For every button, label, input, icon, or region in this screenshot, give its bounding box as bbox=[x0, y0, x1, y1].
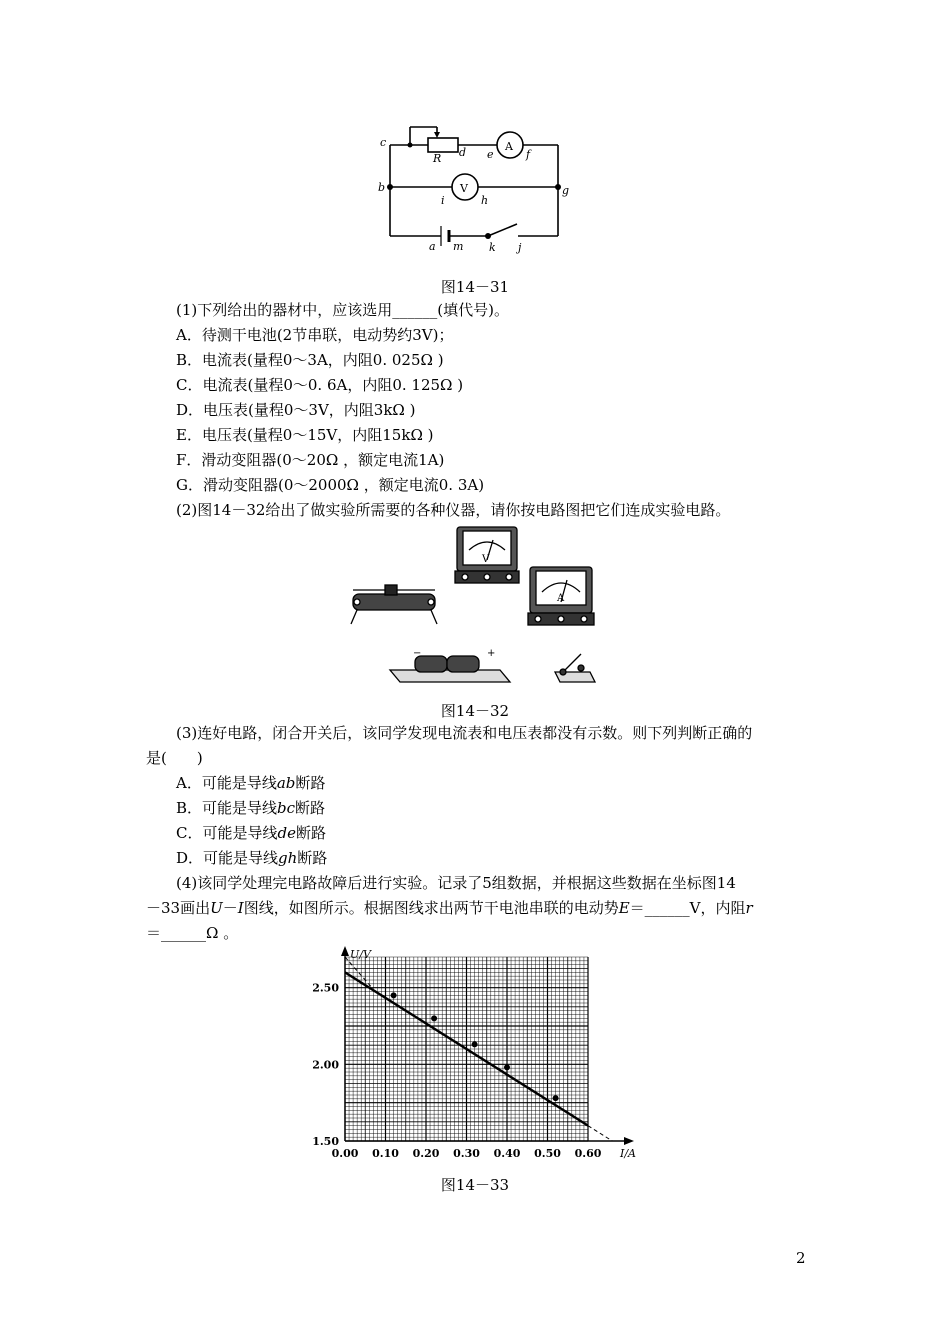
label-f: f bbox=[526, 148, 531, 161]
label-b: b bbox=[378, 181, 386, 194]
figure-caption-14-31: 图14－31 bbox=[440, 278, 510, 296]
data-point bbox=[472, 1041, 478, 1047]
figure-caption-14-33: 图14－33 bbox=[440, 1176, 510, 1194]
q4-symbol-u: U bbox=[210, 899, 223, 917]
battery-minus: − bbox=[413, 648, 422, 659]
q4-line1: (4)该同学处理完电路故障后进行实验。记录了5组数据，并根据这些数据在坐标图14 bbox=[176, 874, 736, 892]
q4-line2 bbox=[146, 898, 753, 918]
q3-option-a bbox=[176, 773, 325, 793]
q4-line2-b: － bbox=[222, 899, 238, 917]
q1-option-c: C．电流表(量程0～0. 6A，内阻0. 125Ω ) bbox=[176, 376, 464, 394]
q1-option-b: B．电流表(量程0～3A，内阻0. 025Ω ) bbox=[176, 351, 444, 369]
q4-line3: ＝______Ω 。 bbox=[146, 924, 239, 942]
instruments-figure bbox=[345, 522, 610, 692]
q3-option-a-prefix: A．可能是导线 bbox=[176, 774, 277, 792]
q3-stem-line1: (3)连好电路，闭合开关后，该同学发现电流表和电压表都没有示数。则下列判断正确的 bbox=[176, 724, 753, 742]
q3-option-c-prefix: C．可能是导线 bbox=[176, 824, 278, 842]
page-number: 2 bbox=[796, 1249, 806, 1267]
data-point bbox=[504, 1064, 510, 1070]
q3-option-c-wire: de bbox=[277, 824, 296, 842]
label-g: g bbox=[562, 184, 570, 197]
q1-option-d: D．电压表(量程0～3V，内阻3kΩ ) bbox=[176, 401, 416, 419]
label-R: R bbox=[433, 152, 442, 165]
u-i-chart bbox=[300, 944, 660, 1166]
label-m: m bbox=[453, 240, 464, 253]
label-k: k bbox=[489, 241, 496, 254]
x-tick-label: 0.40 bbox=[493, 1147, 521, 1160]
q1-option-f: F．滑动变阻器(0～20Ω ，额定电流1A) bbox=[176, 451, 445, 469]
x-tick-label: 0.10 bbox=[372, 1147, 399, 1160]
label-c: c bbox=[380, 136, 387, 149]
q4-symbol-i: I bbox=[237, 899, 244, 917]
data-point bbox=[391, 992, 397, 998]
q1-option-e: E．电压表(量程0～15V，内阻15kΩ ) bbox=[176, 426, 434, 444]
q3-option-d-wire: gh bbox=[278, 849, 298, 867]
q4-symbol-e: E bbox=[618, 899, 630, 917]
q3-option-d-suffix: 断路 bbox=[297, 849, 328, 867]
q3-option-b-wire: bc bbox=[277, 799, 296, 817]
label-d: d bbox=[459, 146, 467, 159]
ammeter-symbol: A bbox=[505, 140, 513, 153]
y-tick-label: 2.00 bbox=[312, 1058, 339, 1072]
x-tick-label: 0.00 bbox=[331, 1147, 359, 1160]
circuit-diagram bbox=[370, 118, 585, 263]
label-h: h bbox=[481, 194, 489, 207]
q4-symbol-r: r bbox=[745, 899, 753, 917]
q3-option-d-prefix: D．可能是导线 bbox=[176, 849, 279, 867]
x-tick-label: 0.50 bbox=[534, 1147, 561, 1160]
q1-option-g: G．滑动变阻器(0～2000Ω ，额定电流0. 3A) bbox=[176, 476, 485, 494]
voltmeter-symbol: V bbox=[460, 182, 468, 195]
y-tick-label: 2.50 bbox=[312, 981, 339, 995]
q4-line2-d: ＝______V，内阻 bbox=[629, 899, 746, 917]
data-point bbox=[553, 1095, 559, 1101]
q2-stem: (2)图14－32给出了做实验所需要的各种仪器，请你按电路图把它们连成实验电路。 bbox=[176, 501, 731, 519]
q3-option-c-suffix: 断路 bbox=[295, 824, 326, 842]
data-point bbox=[431, 1015, 437, 1021]
y-tick-label: 1.50 bbox=[312, 1135, 339, 1148]
x-tick-label: 0.20 bbox=[412, 1147, 440, 1160]
q3-option-b-prefix: B．可能是导线 bbox=[176, 799, 278, 817]
q4-line2-c: 图线，如图所示。根据图线求出两节干电池串联的电动势 bbox=[243, 899, 619, 917]
battery-box-device bbox=[390, 656, 510, 682]
q1-option-a: A．待测干电池(2节串联，电动势约3V)； bbox=[176, 326, 454, 344]
y-axis-label: U/V bbox=[350, 948, 371, 961]
label-a: a bbox=[429, 240, 436, 253]
x-tick-label: 0.30 bbox=[453, 1147, 480, 1160]
q4-line2-a: －33画出 bbox=[146, 899, 211, 917]
label-i: i bbox=[441, 194, 445, 207]
q3-option-b-suffix: 断路 bbox=[295, 799, 326, 817]
rheostat-device bbox=[351, 585, 437, 624]
q3-option-b bbox=[176, 798, 325, 818]
label-j: j bbox=[518, 241, 522, 254]
q3-option-a-suffix: 断路 bbox=[295, 774, 326, 792]
ammeter-label: A bbox=[557, 593, 565, 604]
x-tick-label: 0.60 bbox=[574, 1147, 602, 1160]
label-e: e bbox=[487, 148, 494, 161]
q1-stem: (1)下列给出的器材中，应该选用______(填代号)。 bbox=[176, 301, 509, 319]
battery-plus: + bbox=[487, 648, 496, 659]
q3-option-c bbox=[176, 823, 326, 843]
q3-stem-line2: 是( ) bbox=[146, 749, 203, 767]
voltmeter-label: V bbox=[482, 554, 490, 565]
fit-line-extension-end bbox=[588, 1126, 612, 1141]
q3-option-d bbox=[176, 848, 327, 868]
q3-option-a-wire: ab bbox=[276, 774, 296, 792]
switch-device bbox=[555, 654, 595, 682]
figure-caption-14-32: 图14－32 bbox=[440, 702, 510, 720]
x-axis-label: I/A bbox=[620, 1147, 636, 1160]
